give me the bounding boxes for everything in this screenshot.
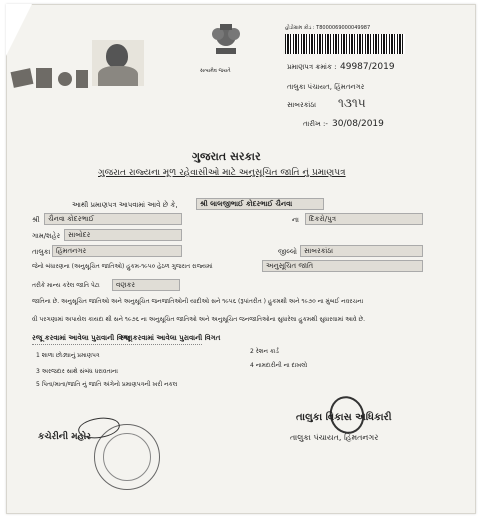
order-text: જેનો બંધારણના (અનુસૂચિત જાતિઓ) હુકમ-૧૯૫૦ હેઠળ ગુજરાત રાજ્યમાં bbox=[32, 263, 213, 270]
certificate-subtitle: ગુજરાત રાજ્યના મૂળ રહેવાસીઓ માટે અનુસૂચિત જાતિ નું પ્રમાણપત્ર bbox=[98, 168, 346, 178]
paragraph-line-2: વી પરગણામાં અપાયેલ કાયદા થી સને ૧૯૭૬ ના અનુસૂચિત જાતિઓ અને અનુસૂચિત જનજાતિઓના સુધારેલા હુકમથી સુધારવામાં આવે છે. bbox=[32, 316, 366, 323]
doc-item-1: 1 શાળા છોડ્યાનું પ્રમાણપત્ર bbox=[36, 352, 100, 359]
date-label: તારીખ :- bbox=[303, 120, 328, 128]
doc-item-5: 5 પિતા/માતા/જાતિ નું જાતિ અંગેનો પ્રમાણપત્રની ખરી નકલ bbox=[36, 381, 178, 388]
father-name: ચૈનવા કોદરભાઈ bbox=[44, 213, 182, 225]
district-value: સાબરકાંઠા bbox=[300, 245, 423, 257]
category-value: અનુસૂચિત જાતિ bbox=[262, 260, 423, 272]
relation-value: દિકરો/પુત્ર bbox=[305, 213, 423, 225]
office-seal-label: કચેરીની મહોર bbox=[38, 432, 91, 442]
shri-label: શ્રી bbox=[32, 216, 40, 224]
relation-label: ના bbox=[292, 216, 299, 224]
government-title: ગુજરાત સરકાર bbox=[192, 150, 261, 163]
village-label: ગામ/શહેર bbox=[32, 232, 61, 240]
holder-name: શ્રી લાલજીભાઈ કોદરભાઈ ચૈનવા bbox=[196, 198, 324, 210]
barcode bbox=[285, 34, 405, 54]
taluka-label: તાલુકા bbox=[32, 248, 51, 256]
district-label: જીલ્લો bbox=[278, 248, 297, 256]
intro-text: આથી પ્રમાણપત્ર આપવામાં આવે છે કે, bbox=[72, 201, 178, 209]
district-no-label: સાબરકાંઠા bbox=[287, 101, 317, 109]
issuing-office: તાલુકા પંચાયત, હિંમતનગર bbox=[287, 83, 365, 91]
photo-stamp bbox=[12, 66, 92, 92]
taluka-value: હિંમતનગર bbox=[52, 245, 182, 257]
national-emblem-icon bbox=[208, 18, 244, 66]
cert-no: 49987/2019 bbox=[340, 62, 395, 72]
caste-value: વણકર bbox=[112, 279, 180, 291]
officer-office: તાલુકા પંચાયત, હિંમતનગર bbox=[290, 433, 379, 442]
page-fold bbox=[6, 4, 32, 56]
docs-heading: રજૂ કરવામાં આવેલા પુરાવાની વિગત bbox=[32, 334, 133, 342]
district-serial: ૧૩૧૫ bbox=[338, 96, 366, 110]
caste-label: તરીકે માન્ય કરેલ જાતિ પેટા bbox=[32, 282, 100, 289]
issue-date: 30/08/2019 bbox=[332, 119, 384, 129]
village-value: સાબોદર bbox=[64, 229, 182, 241]
paragraph-line-1: જાતિના છે. અનુસૂચિત જાતિઓ અને અનુસૂચિત જનજાતિઓની યાદીઓ સને ૧૯૫૬ (રૂપાંતરીત ) હુકમથી અને ૧૯૭૦ ના મુંબઈ નવરચના bbox=[32, 298, 364, 305]
doc-item-3: 3 અરજદાર સાથે સંબંધ ધરાવતાના bbox=[36, 368, 118, 375]
emblem-caption: સત્યમેવ જયતે bbox=[200, 68, 231, 74]
docs-heading-repeat: રજૂ કરવામાં આવેલા પુરાવાની વિગત bbox=[120, 334, 221, 342]
doc-item-4: 4 નામદારીની ના દાખલો bbox=[250, 362, 308, 369]
cert-no-label: પ્રમાણપત્ર ક્રમાંક : bbox=[287, 63, 337, 71]
barcode-caption: હોડોગ્રામ કોડ : T8000069000049987 bbox=[285, 25, 371, 31]
docs-underline bbox=[32, 344, 202, 345]
holder-photo bbox=[92, 40, 144, 86]
officer-title: તાલુકા વિકાસ અધિકારી bbox=[296, 412, 392, 423]
doc-item-2: 2 રેશન કાર્ડ bbox=[250, 348, 279, 355]
